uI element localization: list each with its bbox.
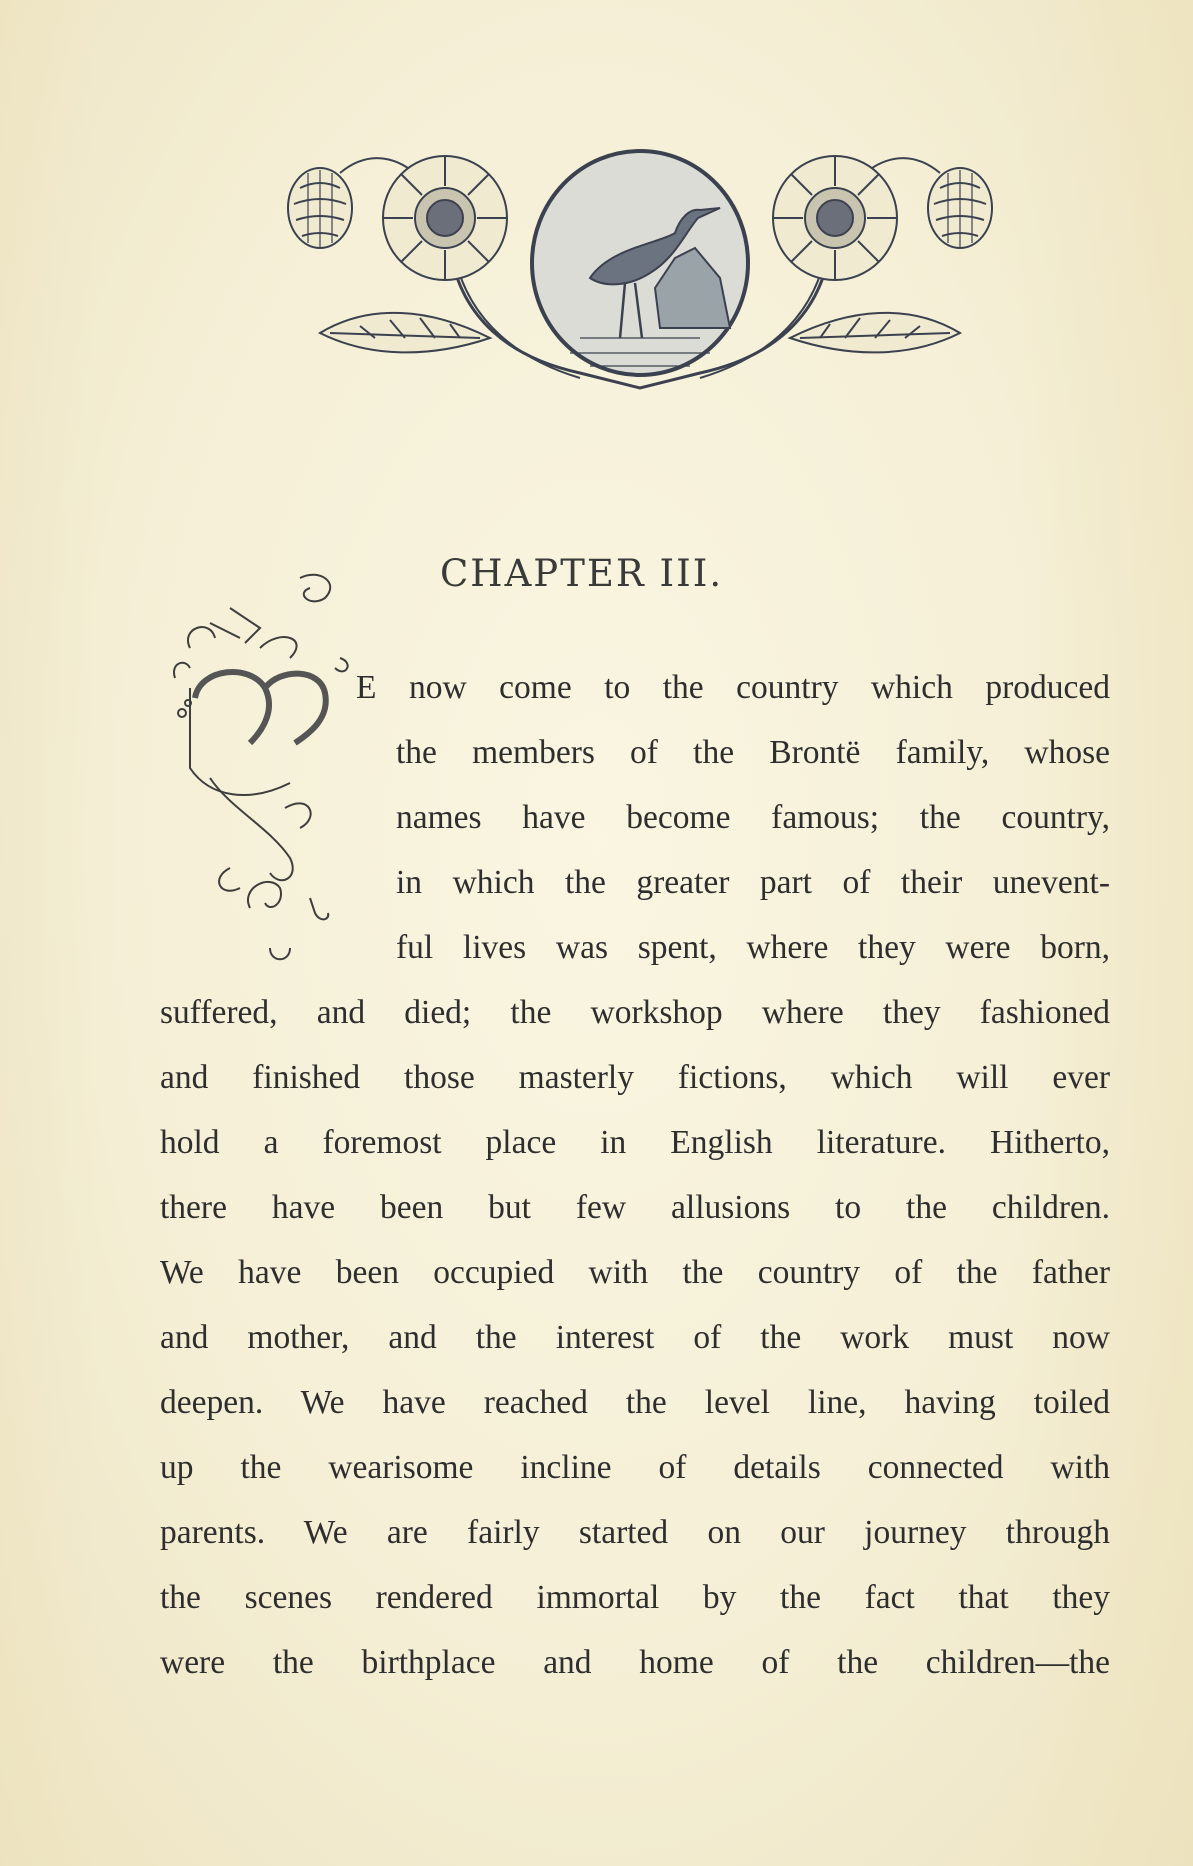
text-line: ful lives was spent, where they were born, xyxy=(396,929,1110,966)
text-line: in which the greater part of their unevent- xyxy=(396,864,1110,901)
text-line: deepen. We have reached the level line, having toiled xyxy=(160,1384,1110,1421)
text-line: there have been but few allusions to the children. xyxy=(160,1189,1110,1226)
text-line: parents. We are fairly started on our journey through xyxy=(160,1514,1110,1551)
text-line: and finished those masterly fictions, which will ever xyxy=(160,1059,1110,1096)
text-line: We have been occupied with the country of the father xyxy=(160,1254,1110,1291)
text-line: suffered, and died; the workshop where they fashioned xyxy=(160,994,1110,1031)
text-line: hold a foremost place in English literature. Hitherto, xyxy=(160,1124,1110,1161)
text-line: and mother, and the interest of the work must now xyxy=(160,1319,1110,1356)
chapter-title: CHAPTER III. xyxy=(440,552,724,595)
sunflower-heron-headpiece-icon xyxy=(280,138,1000,398)
ornamental-drop-cap-icon xyxy=(170,568,380,978)
text-line: up the wearisome incline of details connected with xyxy=(160,1449,1110,1486)
text-line: the members of the Brontë family, whose xyxy=(396,734,1110,771)
text-line: the scenes rendered immortal by the fact that they xyxy=(160,1579,1110,1616)
text-line: were the birthplace and home of the children—the xyxy=(160,1644,1110,1681)
text-line: E now come to the country which produced xyxy=(356,669,1110,706)
text-line: names have become famous; the country, xyxy=(396,799,1110,836)
